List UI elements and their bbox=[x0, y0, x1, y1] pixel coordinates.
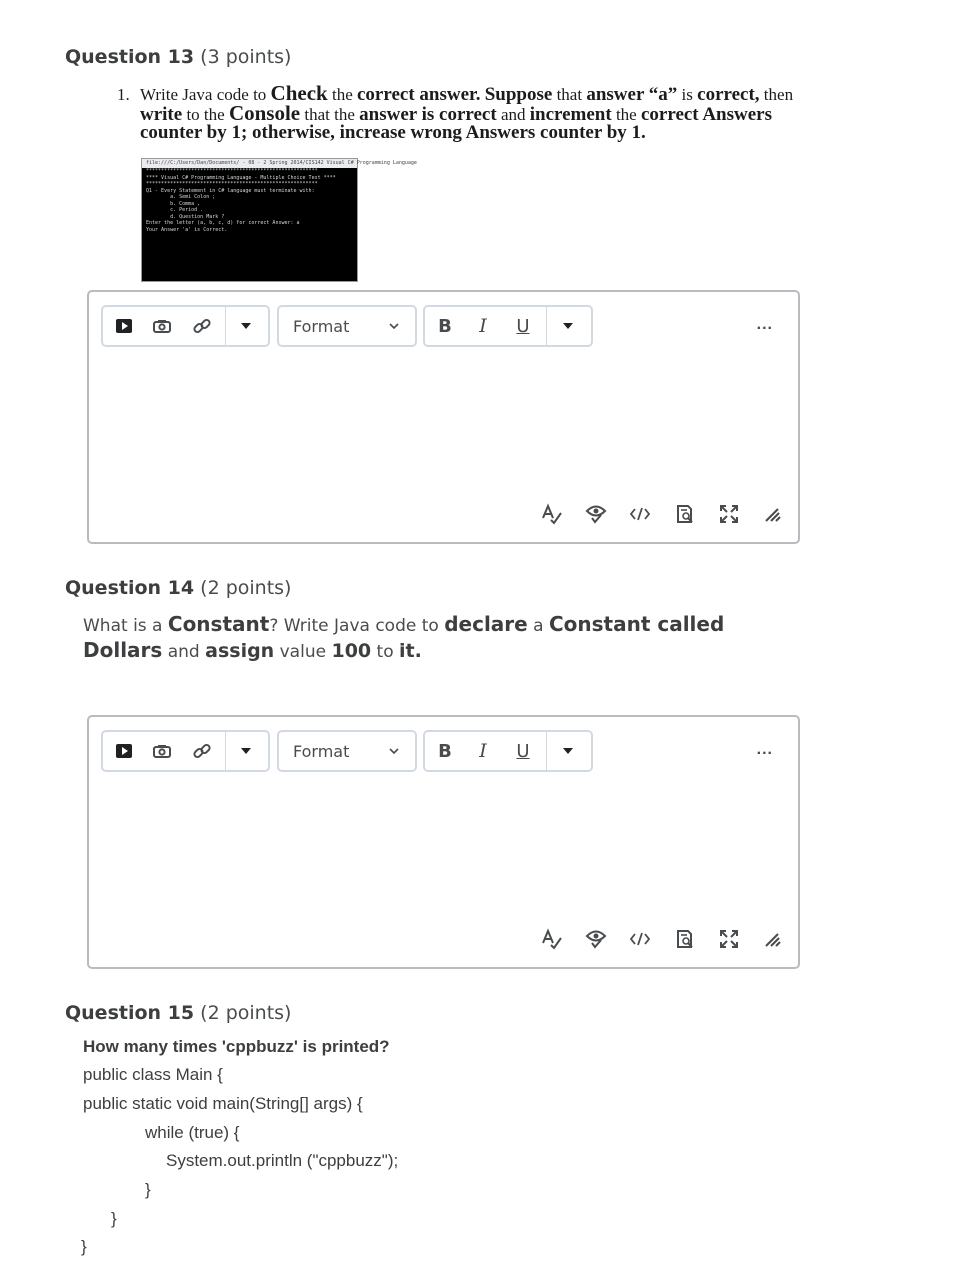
eye-check-icon bbox=[585, 504, 607, 524]
italic-button[interactable]: I bbox=[479, 740, 487, 762]
code-line: } bbox=[111, 1209, 117, 1228]
insert-video-button[interactable] bbox=[109, 307, 139, 345]
video-icon bbox=[115, 743, 133, 759]
resize-icon bbox=[763, 506, 781, 522]
text-style-more-dropdown[interactable] bbox=[547, 307, 589, 345]
preview-button[interactable] bbox=[672, 502, 698, 526]
text-style-group bbox=[423, 730, 593, 772]
fullscreen-button[interactable] bbox=[716, 502, 742, 526]
preview-button[interactable] bbox=[672, 927, 698, 951]
console-titlebar: file:///C:/Users/Dan/Documents/ - 08 - 2 Spring 2014/CIS142 Visual C# Programming Language bbox=[142, 159, 357, 168]
question-13-title: Question 13 (3 points) bbox=[65, 46, 292, 68]
eye-check-icon bbox=[585, 929, 607, 949]
link-icon bbox=[192, 741, 212, 761]
console-line: b. Comma , bbox=[146, 200, 201, 207]
more-options-button[interactable]: ... bbox=[756, 316, 773, 333]
console-line: Q1 - Every Statement in C# language must terminate with: bbox=[146, 187, 315, 194]
preview-icon bbox=[675, 504, 695, 524]
bold-button[interactable]: B bbox=[438, 315, 452, 337]
chevron-down-icon bbox=[389, 748, 399, 754]
console-line: a. Semi Colon ; bbox=[146, 194, 216, 200]
caret-down-icon bbox=[241, 748, 251, 754]
question-14-prompt: What is a Constant? Write Java code to declare a Constant called Dollars and assign value 100 to it. bbox=[83, 612, 725, 662]
insert-image-button[interactable] bbox=[147, 732, 177, 770]
code-line: public class Main { bbox=[83, 1065, 223, 1084]
spellcheck-button[interactable] bbox=[539, 502, 565, 526]
caret-down-icon bbox=[563, 748, 573, 754]
insert-video-button[interactable] bbox=[109, 732, 139, 770]
code-icon bbox=[629, 507, 651, 521]
resize-handle[interactable] bbox=[759, 927, 785, 951]
console-line: ********************************************************* bbox=[146, 168, 318, 174]
console-line: c. Period . bbox=[146, 207, 204, 213]
link-icon bbox=[192, 316, 212, 336]
code-line: } bbox=[81, 1237, 87, 1256]
code-line: public static void main(String[] args) { bbox=[83, 1094, 363, 1113]
italic-button[interactable]: I bbox=[479, 315, 487, 337]
insert-link-button[interactable] bbox=[187, 307, 217, 345]
text-style-group bbox=[423, 305, 593, 347]
format-chevron bbox=[383, 732, 405, 770]
console-line: Enter the letter (a, b, c, d) for correct Answer: a bbox=[146, 220, 300, 226]
question-13-prompt: 1. Write Java code to Check the correct answer. Suppose that answer “a” is correct, then write to the Console that the answer is correct and increment the correct Answers counter by 1; otherwise, increase wrong Answers counter by 1. bbox=[117, 81, 794, 143]
code-line: System.out.println ("cppbuzz"); bbox=[166, 1151, 399, 1170]
insert-image-button[interactable] bbox=[147, 307, 177, 345]
insert-group bbox=[101, 730, 270, 772]
video-icon bbox=[115, 318, 133, 334]
camera-icon bbox=[152, 318, 172, 334]
console-screenshot-image bbox=[141, 158, 417, 282]
accessibility-checker-button[interactable] bbox=[583, 502, 609, 526]
format-select[interactable] bbox=[277, 730, 417, 772]
source-code-button[interactable] bbox=[627, 927, 653, 951]
console-line: d. Question Mark ? bbox=[146, 213, 225, 220]
question-15-prompt: How many times 'cppbuzz' is printed? bbox=[83, 1037, 390, 1056]
caret-down-icon bbox=[563, 323, 573, 329]
preview-icon bbox=[675, 929, 695, 949]
console-line: ********************************************************* bbox=[146, 181, 318, 187]
fullscreen-icon bbox=[720, 505, 738, 523]
format-chevron bbox=[383, 307, 405, 345]
insert-more-dropdown[interactable] bbox=[226, 307, 266, 345]
spellcheck-icon bbox=[541, 504, 563, 524]
more-options-button[interactable]: ... bbox=[756, 741, 773, 758]
code-line: } bbox=[145, 1180, 151, 1199]
bold-button[interactable]: B bbox=[438, 740, 452, 762]
caret-down-icon bbox=[241, 323, 251, 329]
insert-group bbox=[101, 305, 270, 347]
underline-button[interactable]: U bbox=[516, 315, 530, 337]
question-15-title: Question 15 (2 points) bbox=[65, 1002, 292, 1024]
spellcheck-button[interactable] bbox=[539, 927, 565, 951]
fullscreen-button[interactable] bbox=[716, 927, 742, 951]
text-style-more-dropdown[interactable] bbox=[547, 732, 589, 770]
format-select[interactable] bbox=[277, 305, 417, 347]
answer-editor-q14[interactable] bbox=[87, 715, 800, 969]
underline-button[interactable]: U bbox=[516, 740, 530, 762]
spellcheck-icon bbox=[541, 929, 563, 949]
console-line: **** Visual C# Programming Language - Multiple Choice Test **** bbox=[146, 174, 336, 181]
insert-link-button[interactable] bbox=[187, 732, 217, 770]
code-line: while (true) { bbox=[145, 1123, 240, 1142]
resize-handle[interactable] bbox=[759, 502, 785, 526]
answer-editor-q13[interactable] bbox=[87, 290, 800, 544]
source-code-button[interactable] bbox=[627, 502, 653, 526]
question-14-title: Question 14 (2 points) bbox=[65, 577, 292, 599]
resize-icon bbox=[763, 931, 781, 947]
code-icon bbox=[629, 932, 651, 946]
accessibility-checker-button[interactable] bbox=[583, 927, 609, 951]
camera-icon bbox=[152, 743, 172, 759]
insert-more-dropdown[interactable] bbox=[226, 732, 266, 770]
fullscreen-icon bbox=[720, 930, 738, 948]
chevron-down-icon bbox=[389, 323, 399, 329]
format-label: Format bbox=[293, 741, 350, 761]
format-label: Format bbox=[293, 316, 350, 336]
console-line: Your Answer 'a' is Correct. bbox=[146, 226, 228, 233]
